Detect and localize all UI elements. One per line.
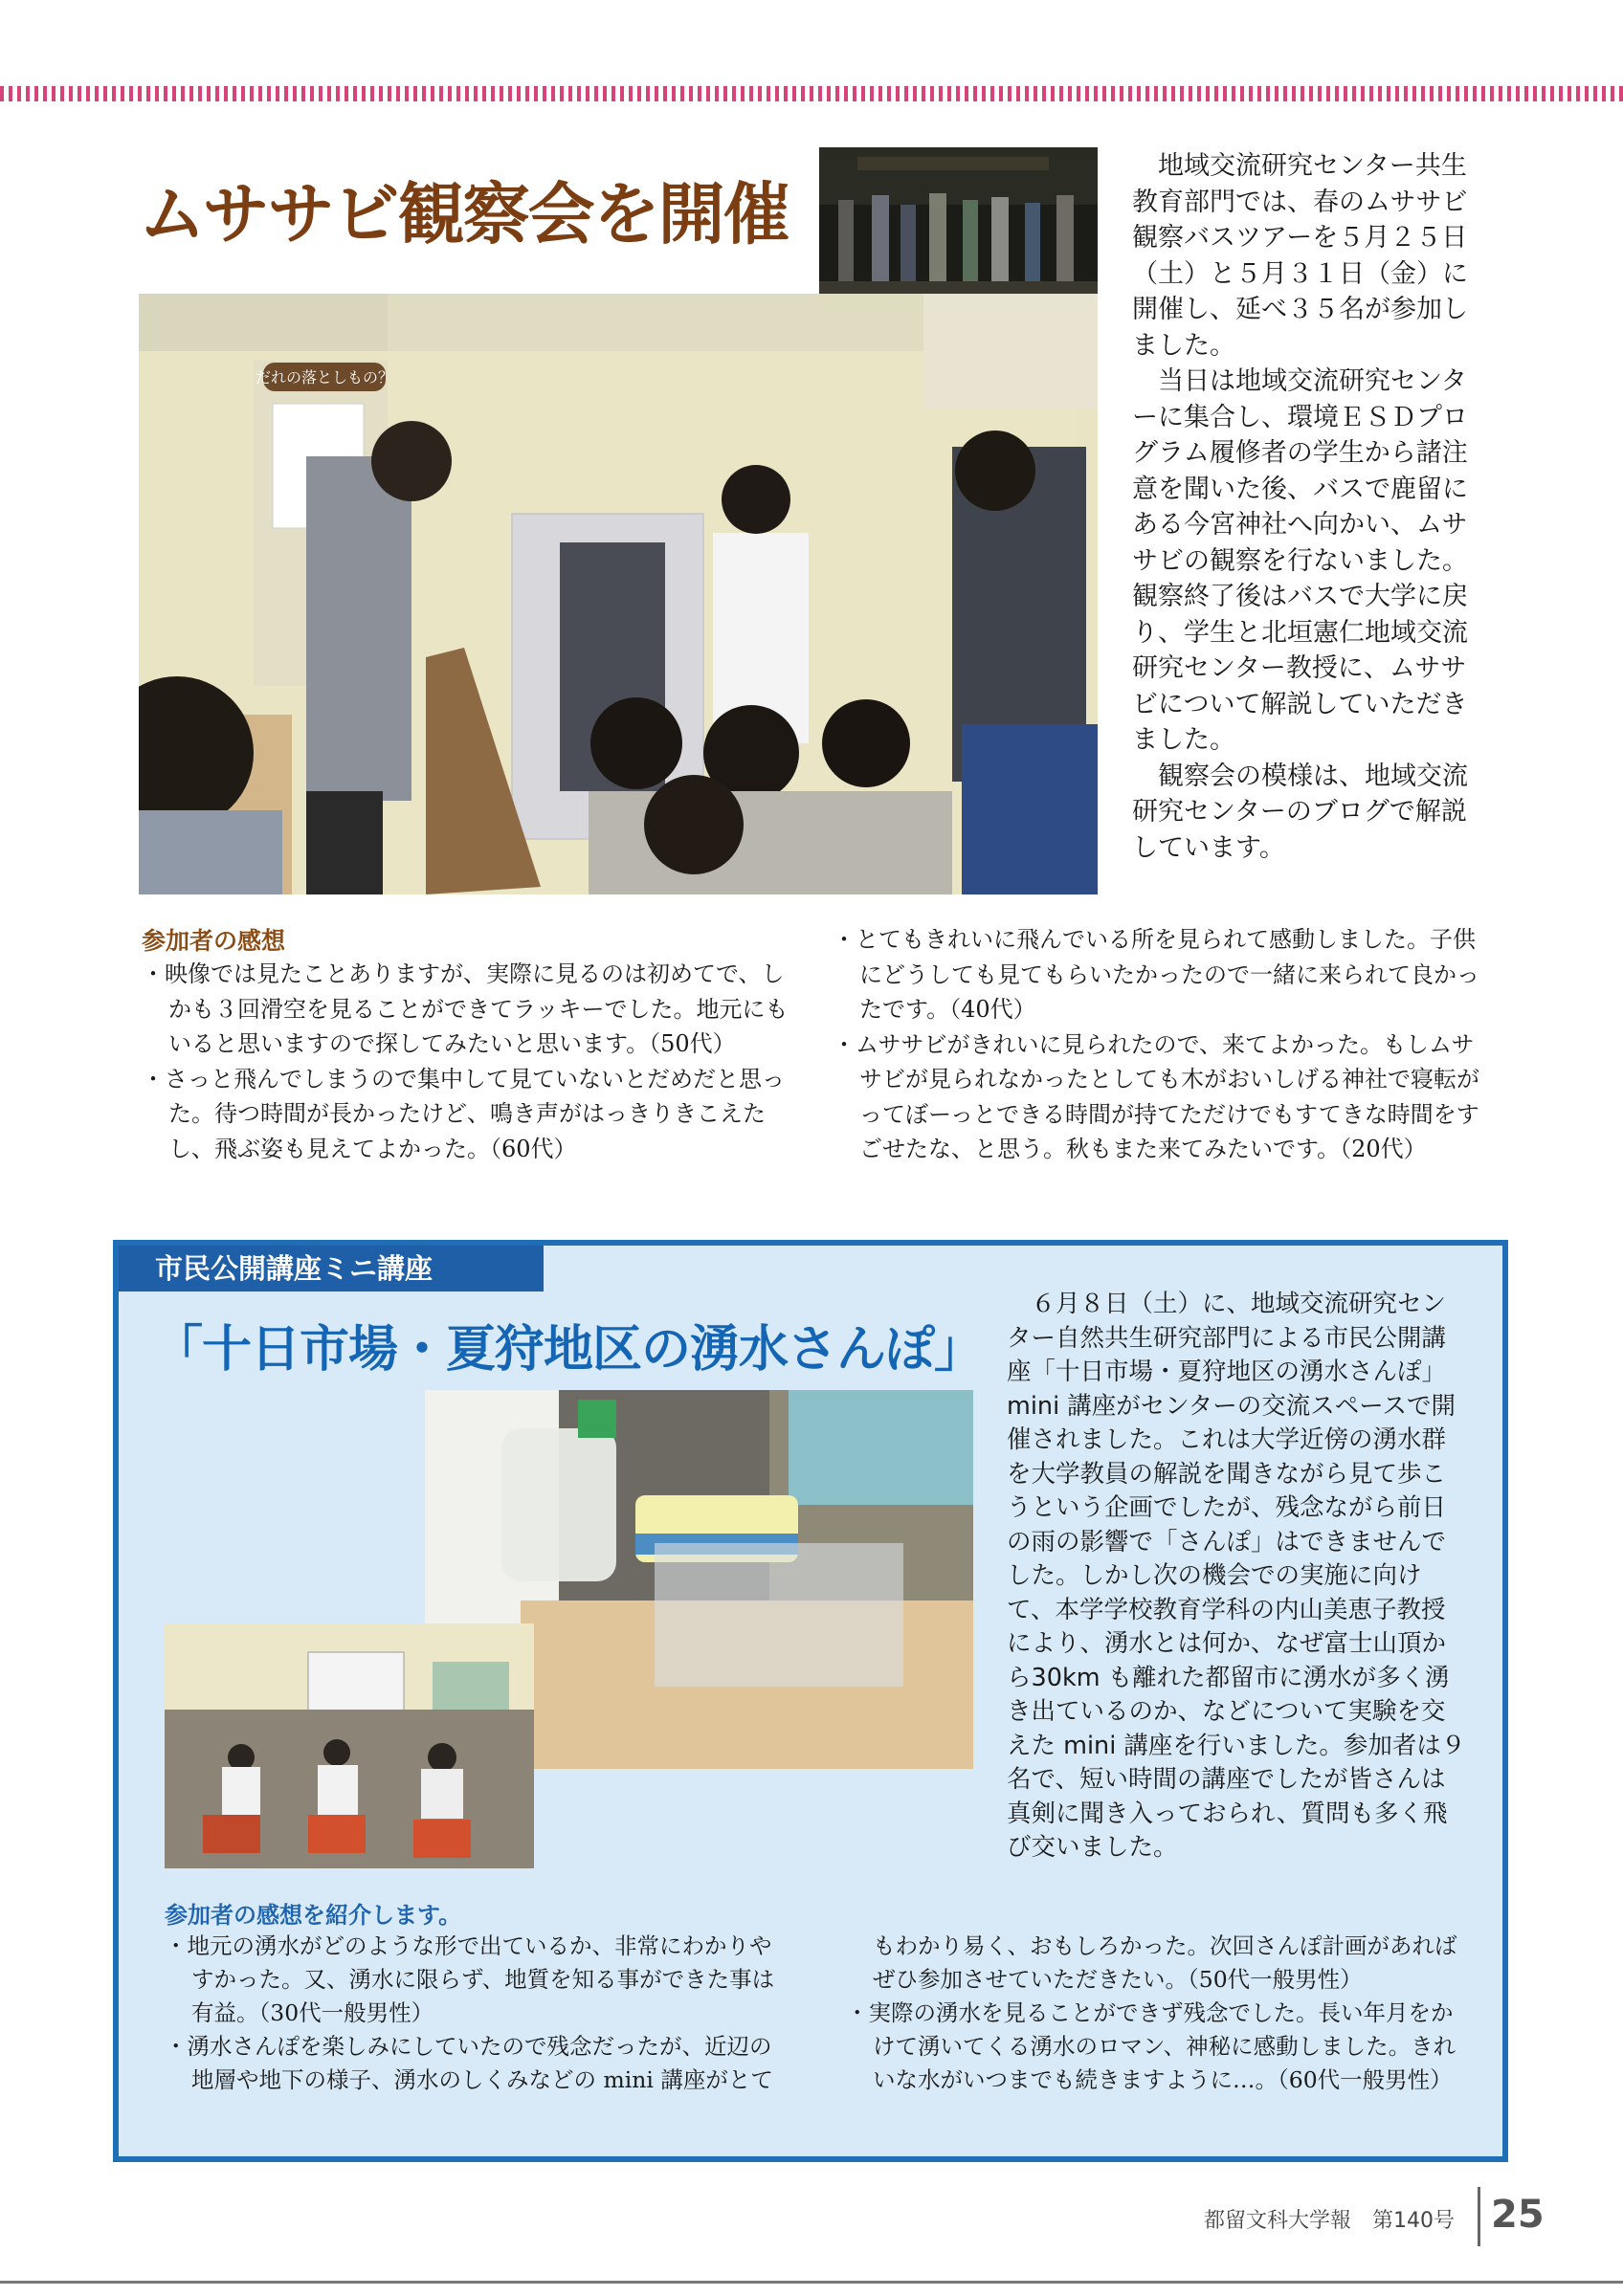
article1-impressions-heading: 参加者の感想 [142, 927, 286, 955]
list-item: ・ 湧水さんぽを楽しみにしていたので残念だったが、近辺の地層や地下の様子、湧水のしくみなどの mini 講座がとてもわかり易く、おもしろかった。次回さんぽ計画があればぜひ参加させていただきたい。（50代一般男性） [165, 1930, 1466, 2130]
article2-title: 「十日市場・夏狩地区の湧水さんぽ」 [153, 1321, 984, 1379]
article2-impressions-heading: 参加者の感想を紹介します。 [165, 1902, 462, 1929]
article2-category-tab: 市民公開講座ミニ講座 [119, 1246, 544, 1292]
article1-body-p2: 当日は地域交流研究センターに集合し、環境ＥＳＤプログラム履修者の学生から諸注意を聞いた後、バスで鹿留にある今宮神社へ向かい、ムササビの観察を行ないました。観察終了後はバスで大学に戻り、学生と北垣憲仁地域交流研究センター教授に、ムササビについて解説していただきました。 [1132, 366, 1468, 755]
photo-night-shrine-group [819, 147, 1098, 303]
top-decorative-stripe [0, 86, 1623, 101]
footer-publication: 都留文科大学報 第140号 [1204, 2209, 1455, 2233]
article1-body-p1: 地域交流研究センター共生教育部門では、春のムササビ観察バスツアーを５月２５日（土）と５月３１日（金）に開催し、延べ３５名が参加しました。 [1132, 151, 1468, 361]
list-item: ・ 地元の湧水がどのような形で出ているか、非常にわかりやすかった。又、湧水に限らず、地質を知る事ができた事は有益。（30代一般男性） [165, 1930, 785, 2030]
article1-body-p3: 観察会の模様は、地域交流研究センターのブログで解説しています。 [1132, 761, 1468, 863]
article2-body-text: ６月８日（土）に、地域交流研究センター自然共生研究部門による市民公開講座「十日市場・夏狩地区の湧水さんぽ」mini 講座がセンターの交流スペースで開催されました。これは大学近傍の湧水群を大学教員の解説を聞きながら見て歩こうという企画でしたが、残念ながら前日の雨の影響で「さんぽ」はできませんでした。しかし次の機会での実施に向けて、本学学校教育学科の内山美恵子教授により、湧水とは何か、なぜ富士山頂から30km も離れた都留市に湧水が多く湧き出ているのか、などについて実験を交えた mini 講座を行いました。参加者は９名で、短い時間の講座でしたが皆さんは真剣に聞き入っておられ、質問も多く飛び交いました。 [1007, 1290, 1466, 1862]
article1-title: ムササビ観察会を開催 [139, 175, 789, 254]
list-item: ・ ムササビがきれいに見られたので、来てよかった。もしムササビが見られなかったとしても木がおいしげる神社で寝転がってぼーっとできる時間が持てただけでもすてきな時間をすごせたな、と思う。秋もまた来てみたいです。（20代） [833, 1027, 1485, 1167]
poster-label: だれの落としもの？ [255, 368, 394, 386]
article1-impressions-left [142, 957, 800, 1166]
article1-impressions-right [833, 922, 1485, 1167]
article2-body [1007, 1288, 1468, 1866]
article1-body [1132, 148, 1484, 866]
list-item: ・ とてもきれいに飛んでいる所を見られて感動しました。子供にどうしても見てもらいたかったので一緒に来られて良かったです。（40代） [833, 922, 1485, 1027]
list-item: ・ 映像では見たことありますが、実際に見るのは初めてで、しかも３回滑空を見ることができてラッキーでした。地元にもいると思いますので探してみたいと思います。（50代） [142, 957, 800, 1062]
page-number: 25 [1491, 2193, 1545, 2237]
photo-lecture-audience [165, 1623, 534, 1868]
footer-divider [1478, 2187, 1480, 2246]
article2-impressions-columns [165, 1930, 1466, 2130]
list-item: ・ さっと飛んでしまうので集中して見ていないとだめだと思った。待つ時間が長かったけど、鳴き声がはっきりきこえたし、飛ぶ姿も見えてよかった。（60代） [142, 1062, 800, 1167]
article2-impressions-list [165, 1930, 1466, 2130]
photo-indoor-presentation [139, 294, 1098, 894]
bottom-rule [0, 2281, 1623, 2284]
list-item: ・ 実際の湧水を見ることができず残念でした。長い年月をかけて湧いてくる湧水のロマン、神秘に感動しました。きれいな水がいつまでも続きますように…。（60代一般男性） [846, 1997, 1466, 2097]
